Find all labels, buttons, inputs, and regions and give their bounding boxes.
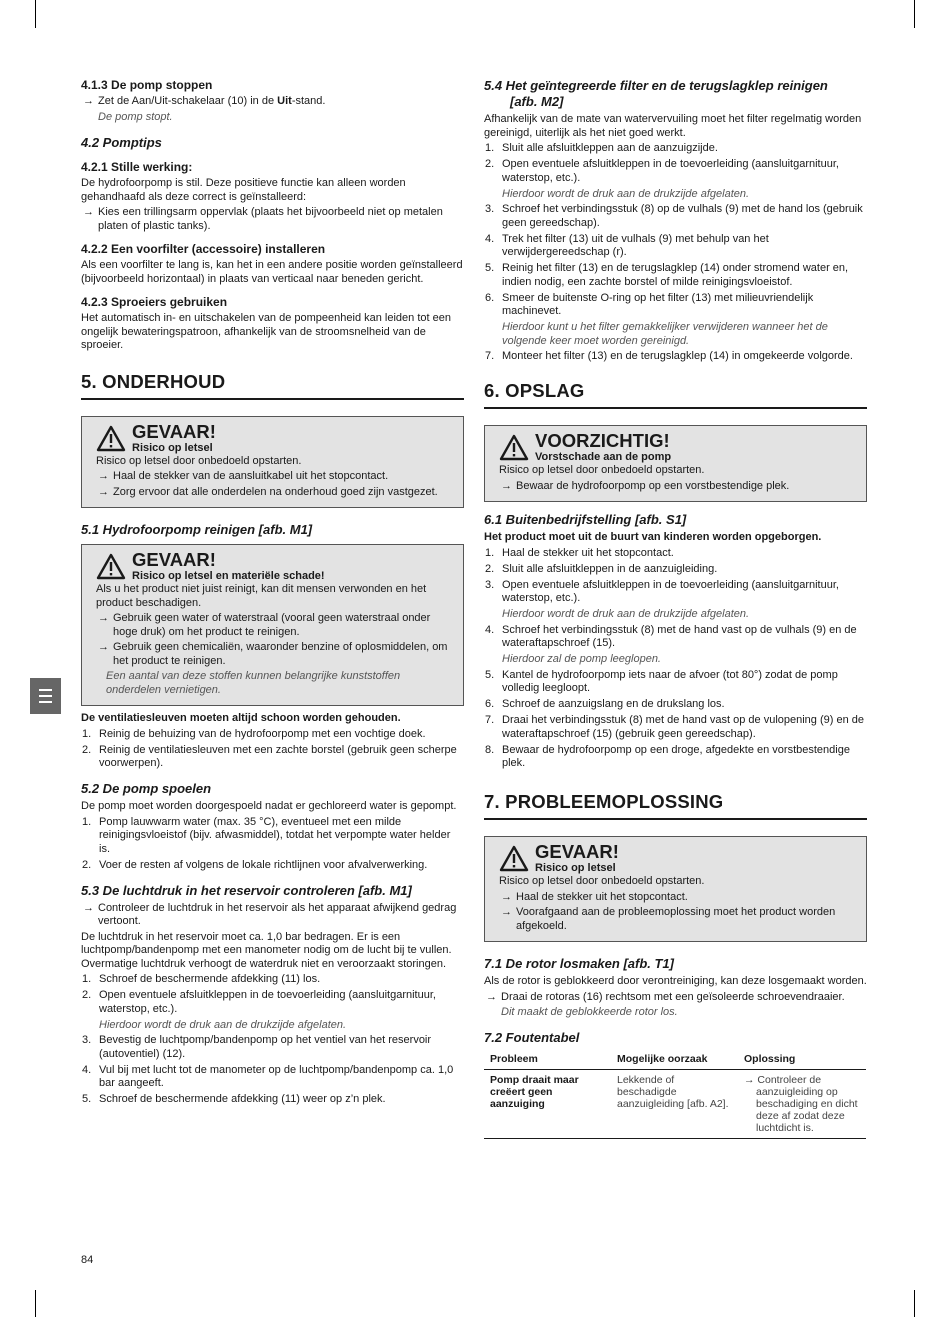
warning-step: → Zorg ervoor dat alle onderdelen na onderhoud goed zijn vastgezet.: [96, 486, 451, 500]
list-item: 4. Trek het filter (13) uit de vulhals (9) met behulp van het verwijdergereedschap (r).: [485, 232, 769, 258]
list-item: 6. Smeer de buitenste O-ring op het filter (13) met milieuvriendelijk machinevet.: [485, 291, 814, 317]
instruction-step: → Kies een trillingsarm oppervlak (plaats het bijvoorbeeld niet op metalen platen of plastic tanks).: [81, 206, 464, 233]
warning-subtitle: Risico op letsel: [132, 441, 213, 454]
result-text: Dit maakt de geblokkeerde rotor los.: [501, 1006, 678, 1018]
warning-text: Als u het product niet juist reinigt, kan dit mensen verwonden en het product beschadigen.: [96, 583, 427, 609]
caution-warning-box: [484, 425, 867, 502]
table-header: Probleem: [484, 1050, 611, 1070]
instruction-step: → Draai de rotoras (16) rechtsom met een geïsoleerde schroevendraaier.: [484, 991, 867, 1005]
crop-mark: [914, 0, 915, 28]
list-item: 8. Bewaar de hydrofoorpomp op een droge, afgedekte en vorstbestendige plek.: [485, 743, 850, 769]
list-item: 1. Schroef de beschermende afdekking (11) los.: [82, 973, 321, 985]
numbered-steps: [81, 816, 464, 873]
section-7-title: 7. PROBLEEMOPLOSSING: [484, 791, 867, 820]
section-5-1-title: 5.1 Hydrofoorpomp reinigen [afb. M1]: [81, 522, 313, 537]
danger-warning-box: [81, 544, 464, 706]
table-header: Oplossing: [738, 1050, 866, 1070]
warning-subtitle: Vorstschade aan de pomp: [535, 451, 672, 463]
table-cell: Pomp draait maar creëert geen aanzuiging: [484, 1069, 611, 1138]
section-4-2-2-title: 4.2.2 Een voorfilter (accessoire) installeren: [81, 242, 326, 256]
instruction-step: → Zet de Aan/Uit-schakelaar (10) in de Uit-stand.: [81, 95, 464, 109]
bold-notice: De ventilatiesleuven moeten altijd schoon worden gehouden.: [81, 712, 401, 724]
numbered-steps: [484, 669, 867, 771]
section-6-title: 6. OPSLAG: [484, 380, 867, 409]
table-row: [484, 1069, 866, 1138]
numbered-steps: [81, 728, 464, 771]
step-note: Hierdoor wordt de druk aan de drukzijde afgelaten.: [502, 608, 750, 620]
list-item: 6. Schroef de aanzuigslang en de drukslang los.: [485, 698, 725, 710]
paragraph: Afhankelijk van de mate van watervervuiling moet het filter regelmatig worden gereinigd, uiterlijk als het niet goed werkt.: [484, 113, 862, 139]
table-cell: Lekkende of beschadigde aanzuigleiding [afb. A2].: [611, 1069, 738, 1138]
section-5-3-title: 5.3 De luchtdruk in het reservoir controleren [afb. M1]: [81, 882, 412, 898]
section-6-1-title: 6.1 Buitenbedrijfstelling [afb. S1]: [484, 512, 687, 527]
list-item: 3. Schroef het verbindingsstuk (8) op de vulhals (9) met de hand los (gebruik geen gereedschap).: [485, 203, 863, 229]
section-5-4-title: 5.4 Het geïntegreerde filter en de terugslagklep reinigen [afb. M2]: [484, 78, 828, 109]
list-item: 3. Bevestig de luchtpomp/bandenpomp op het ventiel van het reservoir (autoventiel) (12).: [82, 1034, 432, 1060]
nl-language-flag-icon: [30, 678, 61, 714]
danger-warning-box: [484, 836, 867, 942]
paragraph: De hydrofoorpomp is stil. Deze positieve functie kan alleen worden gehandhaafd als deze correct is geïnstalleerd:: [81, 177, 406, 203]
warning-title: GEVAAR!: [535, 841, 619, 862]
step-note: Hierdoor kunt u het filter gemakkelijker verwijderen wanneer het de volgende keer moet worden gereinigd.: [502, 321, 828, 347]
result-text: De pomp stopt.: [98, 110, 173, 123]
list-item: 3. Open eventuele afsluitkleppen in de toevoerleiding (aansluitgarnituur, waterstop, etc.).: [485, 578, 839, 604]
warning-step: → Bewaar de hydrofoorpomp op een vorstbestendige plek.: [499, 480, 854, 494]
step-note: Hierdoor wordt de druk aan de drukzijde afgelaten.: [99, 1018, 347, 1031]
warning-step: → Voorafgaand aan de probleemoplossing moet het product worden afgekoeld.: [499, 906, 854, 933]
warning-note: Een aantal van deze stoffen kunnen belangrijke kunststoffen onderdelen vernietigen.: [106, 670, 401, 696]
page-number: 84: [81, 1254, 94, 1266]
section-4-1-3-title: 4.1.3 De pomp stoppen: [81, 78, 213, 92]
warning-title: GEVAAR!: [132, 420, 216, 442]
list-item: 5. Schroef de beschermende afdekking (11) weer op z’n plek.: [82, 1093, 386, 1105]
warning-step: → Gebruik geen water of waterstraal (vooral geen waterstraal onder hoge druk) om het product te reinigen.: [96, 612, 451, 639]
paragraph: De luchtdruk in het reservoir moet ca. 1,0 bar bedragen. Er is een luchtpomp/bandenpomp met een manometer nodig om de lucht bij te vullen. Overmatige luchtdruk verhoogt de waterdruk niet en veroorzaakt storingen.: [81, 930, 452, 970]
instruction-step: → Controleer de luchtdruk in het reservoir als het apparaat afwijkend gedrag vertoont.: [81, 902, 464, 929]
list-item: 5. Reinig het filter (13) en de terugslagklep (14) onder stromend water en, indien nodig, een zachte borstel of milde reinigingsvloeistof.: [485, 262, 849, 288]
list-item: 1. Pomp lauwwarm water (max. 35 °C), eventueel met een milde reinigingsvloeistof (bijv. afwasmiddel), totdat het verpompte water helder is.: [82, 815, 451, 855]
numbered-steps: [81, 1034, 464, 1107]
crop-mark: [914, 1290, 915, 1317]
warning-subtitle: Risico op letsel en materiële schade!: [132, 570, 325, 582]
numbered-steps: [484, 350, 867, 364]
paragraph: De pomp moet worden doorgespoeld nadat er gechloreerd water is gepompt.: [81, 800, 457, 812]
paragraph: Als een voorfilter te lang is, kan het in een andere positie worden geïnstalleerd (bijvoorbeeld horizontaal) in plaats van verticaal naar beneden gericht.: [81, 259, 463, 285]
list-item: 2. Open eventuele afsluitkleppen in de toevoerleiding (aansluitgarnituur, waterstop, etc.).: [82, 989, 436, 1015]
language-side-tab: [30, 678, 61, 714]
numbered-steps: [484, 547, 867, 606]
crop-mark: [35, 0, 36, 28]
section-4-2-3-title: 4.2.3 Sproeiers gebruiken: [81, 295, 228, 309]
paragraph: Als de rotor is geblokkeerd door verontreiniging, kan deze losgemaakt worden.: [484, 975, 867, 987]
danger-warning-box: [81, 416, 464, 509]
error-table: [484, 1050, 866, 1139]
table-header-row: [484, 1050, 866, 1070]
warning-text: Risico op letsel door onbedoeld opstarten.: [499, 464, 705, 476]
warning-triangle-icon: [96, 553, 126, 580]
table-header: Mogelijke oorzaak: [611, 1050, 738, 1070]
warning-triangle-icon: [96, 425, 126, 452]
list-item: 1. Haal de stekker uit het stopcontact.: [485, 546, 674, 559]
step-note: Hierdoor wordt de druk aan de drukzijde afgelaten.: [502, 187, 750, 200]
list-item: 4. Schroef het verbindingsstuk (8) met de hand vast op de vulhals (9) en de wateraftapschroef (15).: [485, 623, 857, 649]
table-cell: → Controleer de aanzuigleiding op beschadiging en dicht deze af zodat deze luchtdicht is.: [738, 1069, 866, 1138]
list-item: 4. Vul bij met lucht tot de manometer op de luchtpomp/bandenpomp ca. 1,0 bar aangeeft.: [82, 1063, 454, 1089]
list-item: 1. Sluit alle afsluitkleppen aan de aanzuigzijde.: [485, 142, 718, 154]
warning-step: → Gebruik geen chemicaliën, waaronder benzine of oplosmiddelen, om het product te reinigen.: [96, 641, 451, 668]
paragraph: Het automatisch in- en uitschakelen van de pompeenheid kan leiden tot een ongelijk bewateringspatroon, afhankelijk van de stroomsnelheid van de sproeier.: [81, 312, 451, 351]
section-4-2-title: 4.2 Pomptips: [81, 135, 162, 150]
numbered-steps: [484, 624, 867, 651]
warning-text: Risico op letsel door onbedoeld opstarten.: [499, 875, 705, 887]
list-item: 5. Kantel de hydrofoorpomp iets naar de afvoer (tot 80°) zodat de pomp volledig leegloopt.: [485, 668, 838, 694]
list-item: 7. Monteer het filter (13) en de terugslagklep (14) in omgekeerde volgorde.: [485, 350, 853, 362]
section-7-2-title: 7.2 Foutentabel: [484, 1029, 580, 1045]
warning-text: Risico op letsel door onbedoeld opstarten.: [96, 454, 302, 467]
warning-step: → Haal de stekker van de aansluitkabel uit het stopcontact.: [96, 470, 451, 484]
step-note: Hierdoor zal de pomp leeglopen.: [502, 653, 661, 665]
list-item: 2. Open eventuele afsluitkleppen in de toevoerleiding (aansluitgarnituur, waterstop, etc.).: [485, 158, 839, 184]
list-item: 7. Draai het verbindingsstuk (8) met de hand vast op de vulopening (9) en de wateraftapschroef (15) (gebruik geen gereedschap).: [485, 714, 864, 740]
crop-mark: [35, 1290, 36, 1317]
list-item: 2. Reinig de ventilatiesleuven met een zachte borstel (gebruik geen scherpe voorwerpen).: [82, 743, 457, 769]
bold-notice: Het product moet uit de buurt van kinderen worden opgeborgen.: [484, 531, 822, 543]
numbered-steps: [484, 142, 867, 185]
section-5-2-title: 5.2 De pomp spoelen: [81, 781, 212, 796]
warning-subtitle: Risico op letsel: [535, 862, 616, 874]
numbered-steps: [484, 203, 867, 319]
left-column: [81, 78, 464, 1109]
section-5-title: 5. ONDERHOUD: [81, 371, 464, 400]
warning-triangle-icon: [499, 845, 529, 872]
section-7-1-title: 7.1 De rotor losmaken [afb. T1]: [484, 956, 674, 971]
list-item: 1. Reinig de behuizing van de hydrofoorpomp met een vochtige doek.: [82, 727, 426, 740]
warning-step: → Haal de stekker uit het stopcontact.: [499, 891, 854, 905]
list-item: 2. Voer de resten af volgens de lokale richtlijnen voor afvalverwerking.: [82, 858, 428, 871]
section-4-2-1-title: 4.2.1 Stille werking:: [81, 160, 193, 174]
warning-title: VOORZICHTIG!: [535, 430, 670, 451]
warning-triangle-icon: [499, 434, 529, 461]
numbered-steps: [81, 973, 464, 1016]
list-item: 2. Sluit alle afsluitkleppen in de aanzuigleiding.: [485, 562, 718, 575]
warning-title: GEVAAR!: [132, 549, 216, 570]
right-column: [484, 78, 867, 1139]
